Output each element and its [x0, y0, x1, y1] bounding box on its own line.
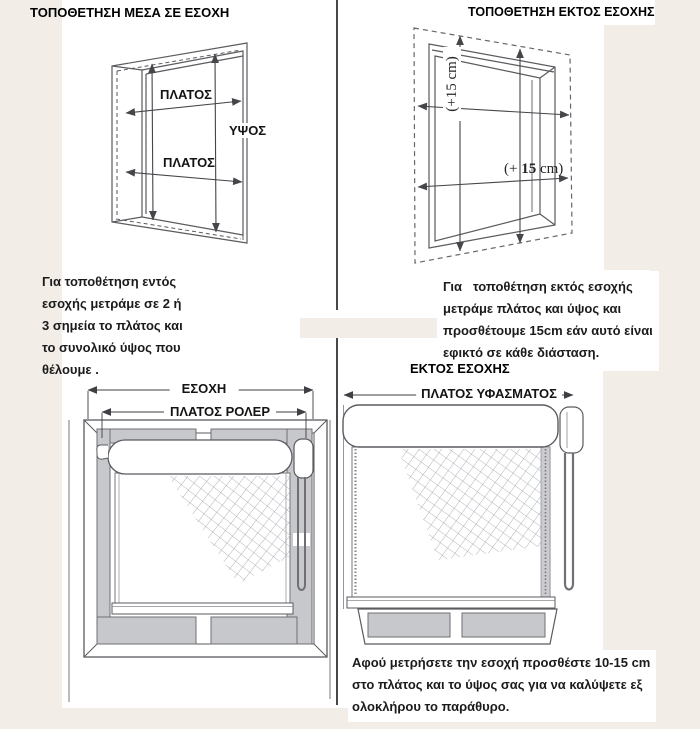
paper-margin-corner: [655, 0, 700, 25]
chain-slot: [293, 533, 310, 546]
outside-recess-caption: Για τοποθέτηση εκτός εσοχής μετράμε πλάτος και ύψος και προσθέτουμε 15cm εάν αυτό είναι εφικτό σε κάθε διάσταση.: [437, 271, 659, 371]
fabric-width-label: ΠΛΑΤΟΣ ΥΦΑΣΜΑΤΟΣ: [416, 386, 562, 401]
divider-line-bottom: [336, 338, 338, 705]
bottom-bar: [347, 597, 555, 608]
chain-loop: [565, 453, 573, 590]
sill-block-left: [368, 613, 450, 637]
inside-recess-caption: Για τοποθέτηση εντός εσοχής μετράμε σε 2 ή 3 σημεία το πλάτος και το συνολικό ύψος που θέλουμε .: [42, 274, 183, 377]
width-label-bottom: ΠΛΑΤΟΣ: [163, 155, 215, 170]
left-bracket: [97, 445, 108, 459]
window-frame-sketch: [112, 43, 247, 243]
inside-recess-window-diagram: [62, 20, 335, 270]
title-outside-recess: ΤΟΠΟΘΕΤΗΣΗ ΕΚΤΟΣ ΕΣΟΧΗΣ: [468, 5, 655, 19]
roller-tube: [343, 405, 558, 447]
fabric-right-band: [541, 447, 550, 597]
control-end-cap: [294, 439, 313, 478]
control-end-cap: [560, 407, 583, 453]
height-label: ΥΨΟΣ: [229, 123, 267, 138]
roller-width-label: ΠΛΑΤΟΣ ΡΟΛΕΡ: [164, 404, 276, 419]
width-label-top: ΠΛΑΤΟΣ: [160, 87, 212, 102]
title-inside-recess: ΤΟΠΟΘΕΤΗΣΗ ΜΕΣΑ ΣΕ ΕΣΟΧΗ: [30, 5, 230, 20]
bottom-bar: [112, 603, 293, 614]
roller-outside-recess-diagram: [340, 385, 652, 650]
title-outside-recess-lower: ΕΚΤΟΣ ΕΣΟΧΗΣ: [410, 361, 510, 376]
outside-recess-window-diagram: [345, 15, 645, 280]
dimension-arrows: [126, 54, 242, 232]
paper-band-middle: [300, 318, 440, 338]
roller-tube: [108, 440, 292, 474]
recess-width-label: ΕΣΟΧΗ: [170, 381, 239, 396]
roller-in-recess-diagram: [62, 378, 335, 708]
plus15cm-horizontal-label: (+ 15 cm): [504, 161, 564, 177]
sill-block-right: [462, 613, 545, 637]
outside-recess-bottom-caption: Αφού μετρήσετε την εσοχή προσθέστε 10-15 cm στο πλάτος και το ύψος σας για να καλύψετε εξ ολοκλήρου το παράθυρο.: [348, 650, 656, 722]
divider-line-top: [336, 0, 338, 310]
plus15cm-vertical-label: (+15 cm): [443, 47, 461, 121]
